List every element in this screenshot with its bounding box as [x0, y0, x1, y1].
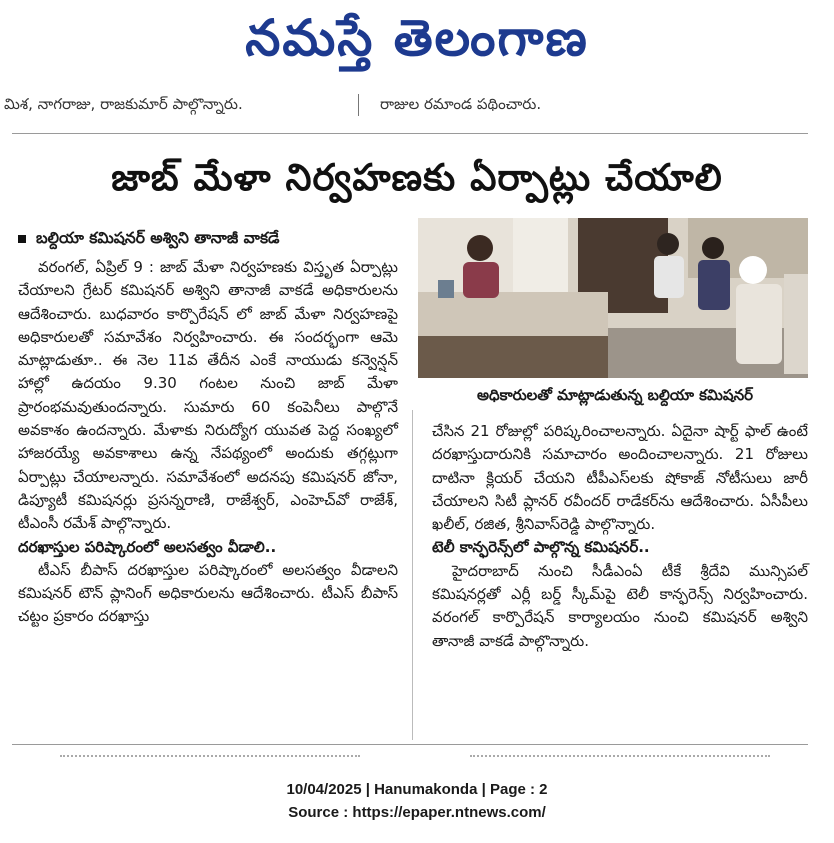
article-paragraph: వరంగల్, ఏప్రిల్ 9 : జాబ్ మేళా నిర్వహణకు విస్తృత ఏర్పాట్లు చేయాలని గ్రేటర్ కమిషనర్ అశ్విని తానాజీ వాకడే అధికారులను ఆదేశించారు. బుధవారం కార్పొరేషన్ లో జాబ్ మేళా నిర్వహణపై అధికారులతో సమావేశం నిర్వహించారు. ఈ సందర్భంగా ఆమె మాట్లాడుతూ.. ఈ నెల 11వ తేదీన ఎంకే నాయుడు కన్వెన్షన్ హాల్లో ఉదయం 9.30 గంటల నుంచి జాబ్ మేళా ప్రారంభమవుతుందన్నారు. సుమారు 60 కంపెనీలు పాల్గొనే అవకాశం ఉందన్నారు. మేళాకు నిరుద్యోగ యువత పెద్ద సంఖ్యలో హాజరయ్యే అవకాశాలు ఉన్న నేపథ్యంలో అందుకు తగ్గట్లుగా ఏర్పాట్లు చేయాలన్నారు. సమావేశంలో అదనపు కమిషనర్ జోనా, డిప్యూటీ కమిషనర్లు ప్రసన్నరాణి, రాజేశ్వర్, ఎంహెచ్‌వో రాజేశ్, టీఎంసీ రమేశ్ పాల్గొన్నారు. [18, 258, 398, 533]
publication-info: 10/04/2025 | Hanumakonda | Page : 2 [286, 781, 548, 798]
newspaper-masthead: నమస్తే తెలంగాణ [245, 9, 589, 67]
section-heading: టెలీ కాన్ఫరెన్స్‌లో పాల్గొన్న కమిషనర్.. [432, 538, 650, 557]
meeting-photo [418, 218, 808, 378]
source-link[interactable]: Source : https://epaper.ntnews.com/ [288, 804, 546, 821]
article-paragraph: హైదరాబాద్ నుంచి సీడీఎంఏ టీకే శ్రీదేవి మున్సిపల్ కమిషనర్లతో ఎర్లీ బర్డ్ స్కీమ్‌పై టెలీ కాన్ఫరెన్స్ నిర్వహించారు. వరంగల్ కార్పొరేషన్ కార్యాలయం నుంచి కమిషనర్ అశ్విని తానాజీ వాకడే పాల్గొన్నారు. [432, 561, 808, 650]
column-divider [412, 410, 413, 740]
previous-article-text-left: మిశ, నాగరాజు, రాజకుమార్ పాల్గొన్నారు. [4, 95, 243, 113]
article-paragraph: చేసిన 21 రోజుల్లో పరిష్కరించాలన్నారు. ఏదైనా షార్ట్ ఫాల్ ఉంటే దరఖాస్తుదారునికి సమాచారం అందించాలన్నారు. 21 రోజులు దాటినా క్లియర్ చేయని టీపీఎస్‌లకు షోకాజ్ నోటీసులు జారీ చేయాలని సిటీ ప్లానర్ రవీందర్ రాడేకర్‌ను ఆదేశించారు. ఏసీపీలు ఖలీల్, రజిత, శ్రీనివాస్‌రెడ్డి పాల్గొన్నారు. [432, 422, 808, 534]
article-left-column [18, 256, 398, 629]
meeting-photo-illustration [418, 218, 808, 378]
article-paragraph: టీఎస్ బీపాస్ దరఖాస్తుల పరిష్కారంలో అలసత్వం వీడాలని కమిషనర్ టౌన్ ప్లానింగ్ అధికారులను ఆదేశించారు. టీఎస్ బీపాస్ చట్టం ప్రకారం దరఖాస్తు [18, 560, 398, 626]
top-rule [12, 133, 808, 134]
article-headline: జాబ్ మేళా నిర్వహణకు ఏర్పాట్లు చేయాలి [111, 156, 723, 199]
subhead-text: బల్దియా కమిషనర్ అశ్విని తానాజీ వాకడే [36, 229, 280, 247]
bullet-square-icon [18, 235, 26, 243]
article-subhead [18, 226, 398, 250]
section-heading: దరఖాస్తుల పరిష్కారంలో అలసత్వం వీడాలి.. [18, 537, 277, 556]
bottom-rule [12, 744, 808, 745]
photo-caption: అధికారులతో మాట్లాడుతున్న బల్దియా కమిషనర్ [476, 386, 753, 404]
article-right-column [432, 420, 808, 653]
cut-off-text [470, 755, 770, 765]
column-divider [358, 94, 359, 116]
cut-off-text [60, 755, 360, 765]
previous-article-text-right: రాజుల రమాండ పథించారు. [380, 95, 542, 113]
